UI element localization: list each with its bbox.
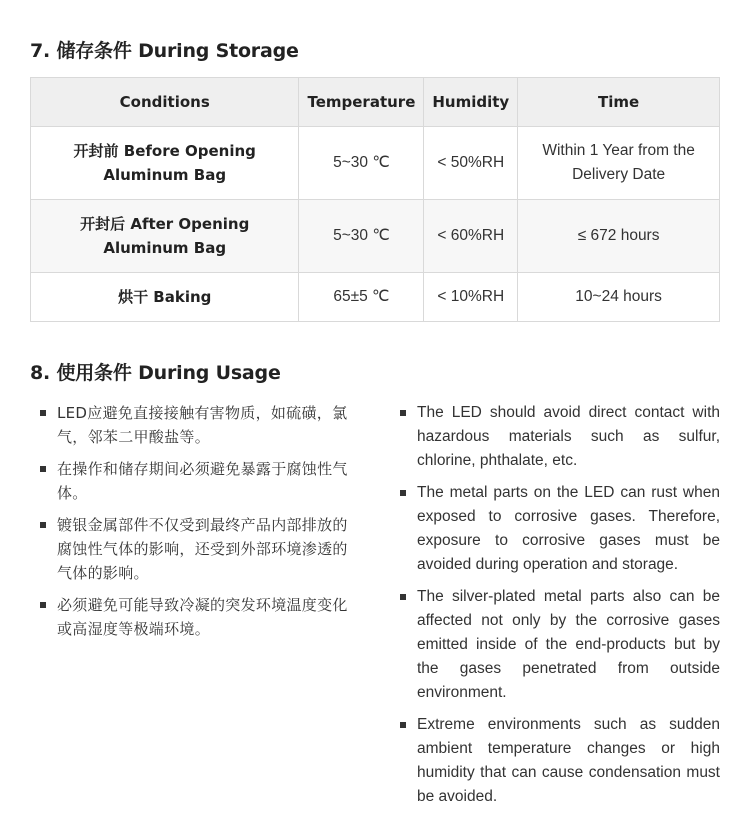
condition-cell: 烘干 Baking: [31, 273, 299, 322]
table-header-row: [31, 78, 720, 127]
column-header-conditions: Conditions: [31, 78, 299, 127]
list-item: [38, 593, 360, 641]
condition-cell: [31, 200, 299, 273]
list-item-text: 在操作和储存期间必须避免暴露于腐蚀性气体。: [57, 460, 348, 502]
list-item-text: The metal parts on the LED can rust when exposed to corrosive gases. Therefore, exposure to corrosive gases must be avoided during operation and storage.: [417, 484, 720, 573]
usage-list-english: [398, 401, 720, 817]
column-header-humidity: Humidity: [424, 78, 518, 127]
table-row: [31, 273, 720, 322]
humidity-cell: < 60%RH: [424, 200, 518, 273]
table-row: [31, 127, 720, 200]
bullet-icon: [400, 410, 406, 416]
time-cell: 10~24 hours: [518, 273, 720, 322]
list-item-text: Extreme environments such as sudden ambient temperature changes or high humidity that can cause condensation must be avoided.: [417, 716, 720, 805]
list-item: [398, 713, 720, 809]
list-item-text: 镀银金属部件不仅受到最终产品内部排放的腐蚀性气体的影响，还受到外部环境渗透的气体的影响。: [57, 516, 348, 582]
list-item: [38, 457, 360, 505]
usage-heading: 8. 使用条件 During Usage: [30, 362, 281, 384]
column-header-temperature: Temperature: [299, 78, 424, 127]
usage-list-chinese: [38, 401, 360, 649]
table-row: [31, 200, 720, 273]
storage-table: [30, 77, 720, 322]
temperature-cell: 65±5 ℃: [299, 273, 424, 322]
condition-cell: [31, 127, 299, 200]
list-item-text: 必须避免可能导致冷凝的突发环境温度变化或高湿度等极端环境。: [57, 596, 348, 638]
list-item: [398, 585, 720, 705]
list-item-text: The LED should avoid direct contact with hazardous materials such as sulfur, chlorine, phthalate, etc.: [417, 404, 720, 469]
time-text: Within 1 Year from the Delivery Date: [542, 142, 695, 183]
bullet-icon: [40, 602, 46, 608]
humidity-cell: < 10%RH: [424, 273, 518, 322]
humidity-cell: < 50%RH: [424, 127, 518, 200]
bullet-icon: [400, 594, 406, 600]
bullet-icon: [400, 722, 406, 728]
condition-text: 开封后 After Opening Aluminum Bag: [80, 215, 250, 257]
temperature-cell: 5~30 ℃: [299, 200, 424, 273]
bullet-icon: [40, 466, 46, 472]
bullet-icon: [40, 522, 46, 528]
list-item: [398, 401, 720, 473]
list-item-text: LED应避免直接接触有害物质，如硫磺，氯气，邻苯二甲酸盐等。: [57, 404, 348, 446]
condition-text: 开封前 Before Opening Aluminum Bag: [73, 142, 256, 184]
column-header-time: Time: [518, 78, 720, 127]
list-item-text: The silver-plated metal parts also can be affected not only by the corrosive gases emitted inside of the end-products but by the gases penetrated from outside environment.: [417, 588, 720, 701]
list-item: [38, 401, 360, 449]
list-item: [38, 513, 360, 585]
temperature-cell: 5~30 ℃: [299, 127, 424, 200]
bullet-icon: [40, 410, 46, 416]
bullet-icon: [400, 490, 406, 496]
time-cell: [518, 127, 720, 200]
list-item: [398, 481, 720, 577]
storage-heading: 7. 储存条件 During Storage: [30, 40, 299, 62]
time-cell: ≤ 672 hours: [518, 200, 720, 273]
